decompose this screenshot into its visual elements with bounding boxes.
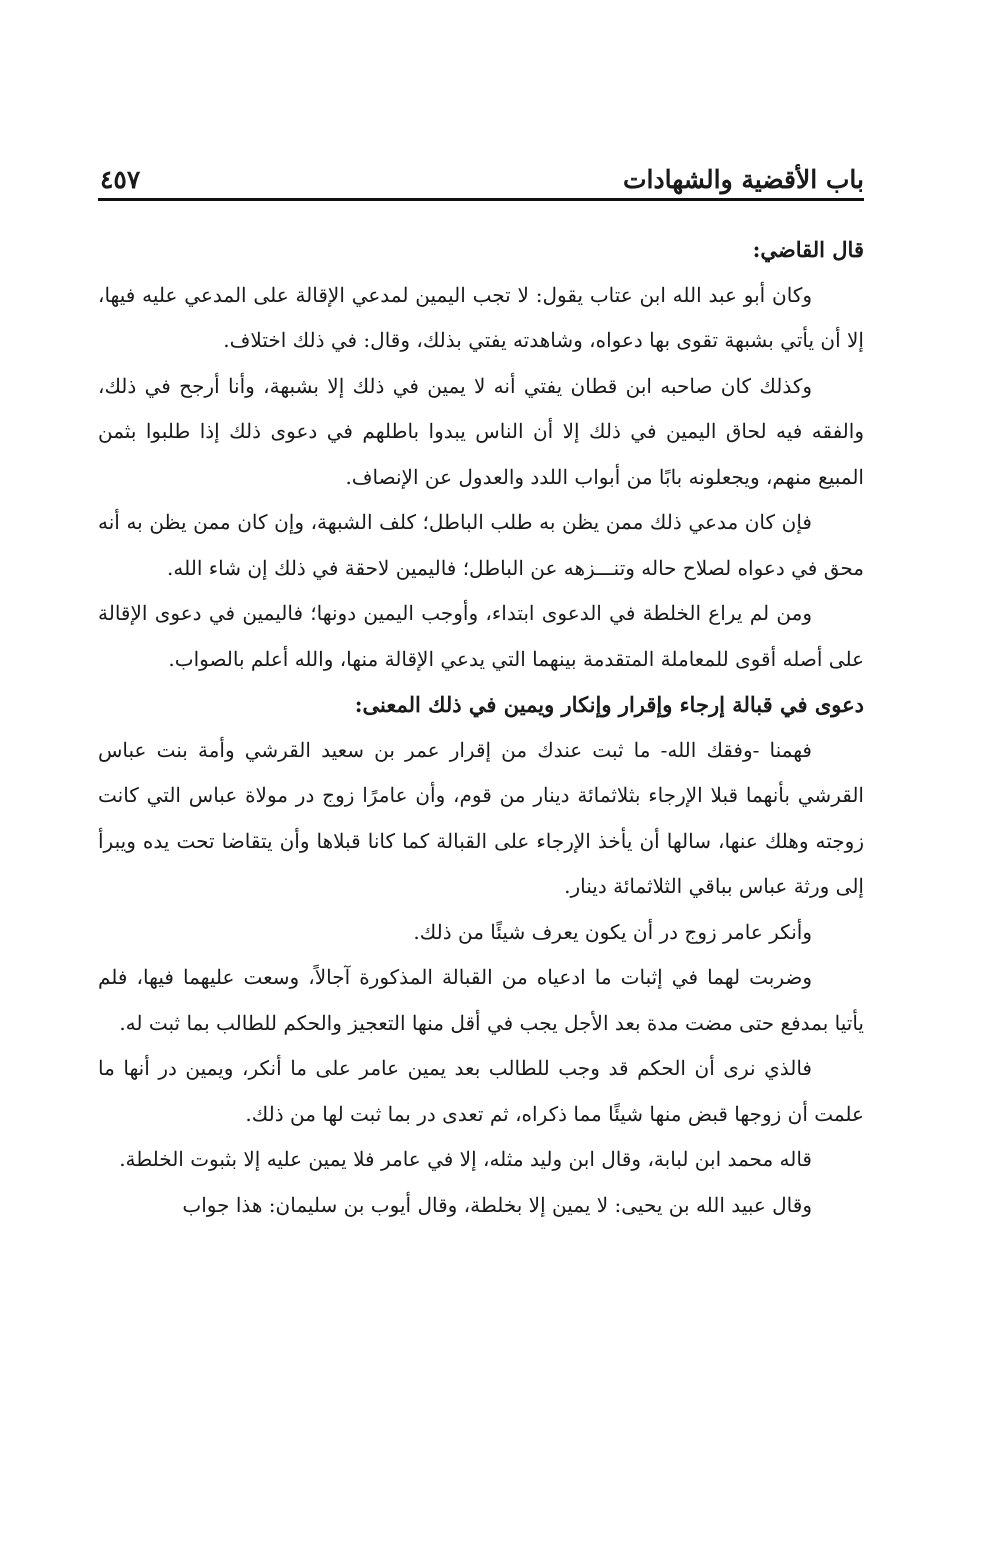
page-body <box>98 227 864 1228</box>
paragraph: وأنكر عامر زوج در أن يكون يعرف شيئًا من ذلك. <box>413 919 812 944</box>
paragraph: وضربت لهما في إثبات ما ادعياه من القبالة المذكورة آجالاً، وسعت عليهما فيها، فلم يأتيا بمدفع حتى مضت مدة بعد الأجل يجب في أقل منها التعجيز والحكم للطالب بما ثبت له. <box>98 965 864 1035</box>
section-heading: قال القاضي: <box>752 237 864 262</box>
section-heading: دعوى في قبالة إرجاء وإقرار وإنكار ويمين في ذلك المعنى: <box>354 692 864 717</box>
paragraph: قاله محمد ابن لبابة، وقال ابن وليد مثله، إلا في عامر فلا يمين عليه إلا بثبوت الخلطة. <box>119 1147 812 1171</box>
running-title: باب الأقضية والشهادات <box>623 165 864 194</box>
book-page <box>98 150 864 1228</box>
page-header <box>98 150 864 201</box>
paragraph: وقال عبيد الله بن يحيى: لا يمين إلا بخلطة، وقال أيوب بن سليمان: هذا جواب <box>182 1192 812 1217</box>
paragraph: فإن كان مدعي ذلك ممن يظن به طلب الباطل؛ كلف الشبهة، وإن كان ممن يظن به أنه محق في دعواه لصلاح حاله وتنـــزهه عن الباطل؛ فاليمين لاحقة في ذلك إن شاء الله. <box>98 510 864 580</box>
paragraph: ومن لم يراع الخلطة في الدعوى ابتداء، وأوجب اليمين دونها؛ فاليمين في دعوى الإقالة على أصله أقوى للمعاملة المتقدمة بينهما التي يدعي الإقالة منها، والله أعلم بالصواب. <box>98 601 864 671</box>
paragraph: فهمنا -وفقك الله- ما ثبت عندك من إقرار عمر بن سعيد القرشي وأمة بنت عباس القرشي بأنهما قبلا الإرجاء بثلاثمائة دينار من قوم، وأن عامرًا زوج در مولاة عباس التي كانت زوجته وهلك عنها، سالها أن يأخذ الإرجاء على القبالة كما كانا قبلاها وأن يتقاضا تحت يده ويبرأ إلى ورثة عباس بباقي الثلاثمائة دينار. <box>98 737 864 898</box>
paragraph: وكذلك كان صاحبه ابن قطان يفتي أنه لا يمين في ذلك إلا بشبهة، وأنا أرجح في ذلك، والفقه فيه لحاق اليمين في ذلك إلا أن الناس يبدوا باطلهم في دعوى ذلك إذا طلبوا بثمن المبيع منهم، ويجعلونه بابًا من أبواب اللدد والعدول عن الإنصاف. <box>98 373 864 489</box>
paragraph: وكان أبو عبد الله ابن عتاب يقول: لا تجب اليمين لمدعي الإقالة على المدعي عليه فيها، إلا أن يأتي بشبهة تقوى بها دعواه، وشاهدته يفتي بذلك، وقال: في ذلك اختلاف. <box>98 282 864 352</box>
page-number: ٤٥٧ <box>100 165 141 194</box>
paragraph: فالذي نرى أن الحكم قد وجب للطالب بعد يمين عامر على ما أنكر، ويمين در أنها ما علمت أن زوجها قبض منها شيئًا مما ذكراه، ثم تعدى در بما ثبت لها من ذلك. <box>98 1056 864 1126</box>
